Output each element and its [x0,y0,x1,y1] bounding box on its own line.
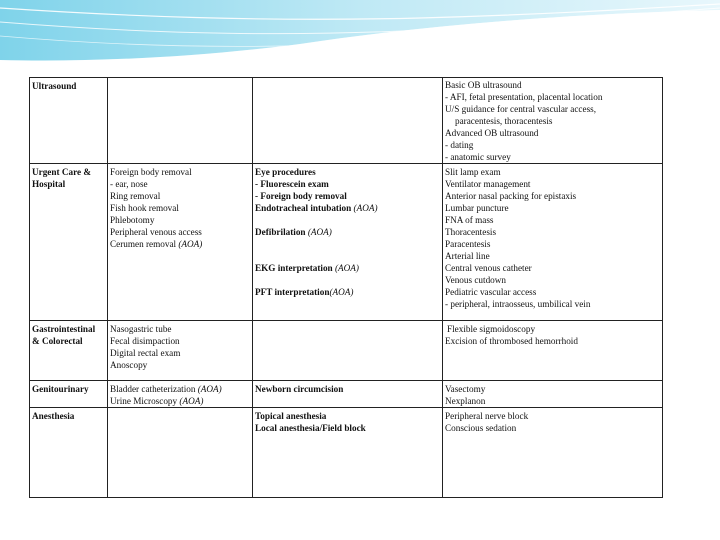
list-item: Paracentesis [445,239,491,249]
aoa-tag: (AOA) [353,203,378,213]
list-item: Fish hook removal [110,203,179,213]
list-item: Flexible sigmoidoscopy [447,324,536,334]
category-label: Gastrointestinal [32,324,96,334]
aoa-tag: (AOA) [178,239,203,249]
procedure-text: Bladder catheterization [110,384,196,394]
list-item: Anterior nasal packing for epistaxis [445,191,577,201]
list-item: Eye procedures [255,167,316,177]
list-item [255,226,440,238]
list-item: Phlebotomy [110,215,155,225]
list-item: Ventilator management [445,179,531,189]
category-cell [30,78,108,164]
list-item [255,286,440,298]
category-cell [30,321,108,381]
list-item: Thoracentesis [445,227,497,237]
list-item: Pediatric vascular access [445,287,537,297]
procedure-text: PFT interpretation [255,287,330,297]
spacer [255,238,440,250]
list-item [110,383,250,395]
procedure-cell [108,164,253,321]
list-item: Lumbar puncture [445,203,509,213]
list-item: Newborn circumcision [255,384,344,394]
list-item [110,238,250,250]
spacer [255,250,440,262]
list-item: - Fluorescein exam [255,179,329,189]
procedure-cell [108,381,253,408]
procedure-cell [443,381,663,408]
list-item: Local anesthesia/Field block [255,423,366,433]
category-label: Hospital [32,179,66,189]
category-label: Anesthesia [32,411,75,421]
list-item: Advanced OB ultrasound [445,128,539,138]
list-item: Slit lamp exam [445,167,501,177]
table-row-anesthesia [30,408,663,498]
spacer [255,274,440,286]
category-cell [30,164,108,321]
category-label: Urgent Care & [32,167,92,177]
list-item: - peripheral, intraosseus, umbilical vein [445,299,591,309]
category-label: & Colorectal [32,336,83,346]
spacer [255,214,440,226]
list-item: FNA of mass [445,215,494,225]
procedure-text: EKG interpretation [255,263,333,273]
table-row-genitourinary [30,381,663,408]
list-item: Peripheral nerve block [445,411,529,421]
list-item: - ear, nose [110,179,148,189]
list-item: Excision of thrombosed hemorrhoid [445,336,578,346]
procedure-cell [443,78,663,164]
procedure-text: Endotracheal intubation [255,203,352,213]
list-item: Conscious sedation [445,423,517,433]
list-item: - anatomic survey [445,152,511,162]
table-row-gastrointestinal [30,321,663,381]
procedure-text: Cerumen removal [110,239,177,249]
list-item: Venous cutdown [445,275,506,285]
procedure-cell [443,408,663,498]
procedure-cell [253,321,443,381]
procedure-cell [108,78,253,164]
category-cell [30,381,108,408]
list-item: Fecal disimpaction [110,336,180,346]
procedure-cell [443,164,663,321]
aoa-tag: (AOA) [307,227,332,237]
procedure-cell [108,408,253,498]
aoa-tag: (AOA) [334,263,359,273]
header-wave-banner [0,0,720,80]
procedure-cell [253,78,443,164]
procedure-cell [443,321,663,381]
list-item: - dating [445,140,474,150]
procedure-cell [253,164,443,321]
list-item: Central venous catheter [445,263,532,273]
list-item: Vasectomy [445,384,486,394]
aoa-tag: (AOA) [197,384,222,394]
aoa-tag: (AOA) [329,287,354,297]
procedure-text: Defibrilation [255,227,306,237]
list-item: Foreign body removal [110,167,192,177]
list-item: Topical anesthesia [255,411,327,421]
list-item [255,202,440,214]
procedure-text: Urine Microscopy [110,396,178,406]
list-item: Nexplanon [445,396,486,406]
category-cell [30,408,108,498]
list-item: Nasogastric tube [110,324,172,334]
list-item: Arterial line [445,251,490,261]
list-item: Digital rectal exam [110,348,181,358]
table-row-urgent-care [30,164,663,321]
procedure-cell [108,321,253,381]
procedure-cell [253,381,443,408]
list-item [255,262,440,274]
aoa-tag: (AOA) [179,396,204,406]
list-item: U/S guidance for central vascular access, [445,104,597,114]
list-item: Peripheral venous access [110,227,202,237]
list-item: Ring removal [110,191,161,201]
category-label: Genitourinary [32,384,89,394]
procedure-cell [253,408,443,498]
table-row-ultrasound [30,78,663,164]
procedures-table [29,77,663,498]
list-item [110,395,250,407]
list-item: paracentesis, thoracentesis [455,116,553,126]
list-item: - Foreign body removal [255,191,347,201]
list-item: - AFI, fetal presentation, placental location [445,92,603,102]
list-item: Anoscopy [110,360,148,370]
list-item: Basic OB ultrasound [445,80,522,90]
category-label: Ultrasound [32,81,77,91]
